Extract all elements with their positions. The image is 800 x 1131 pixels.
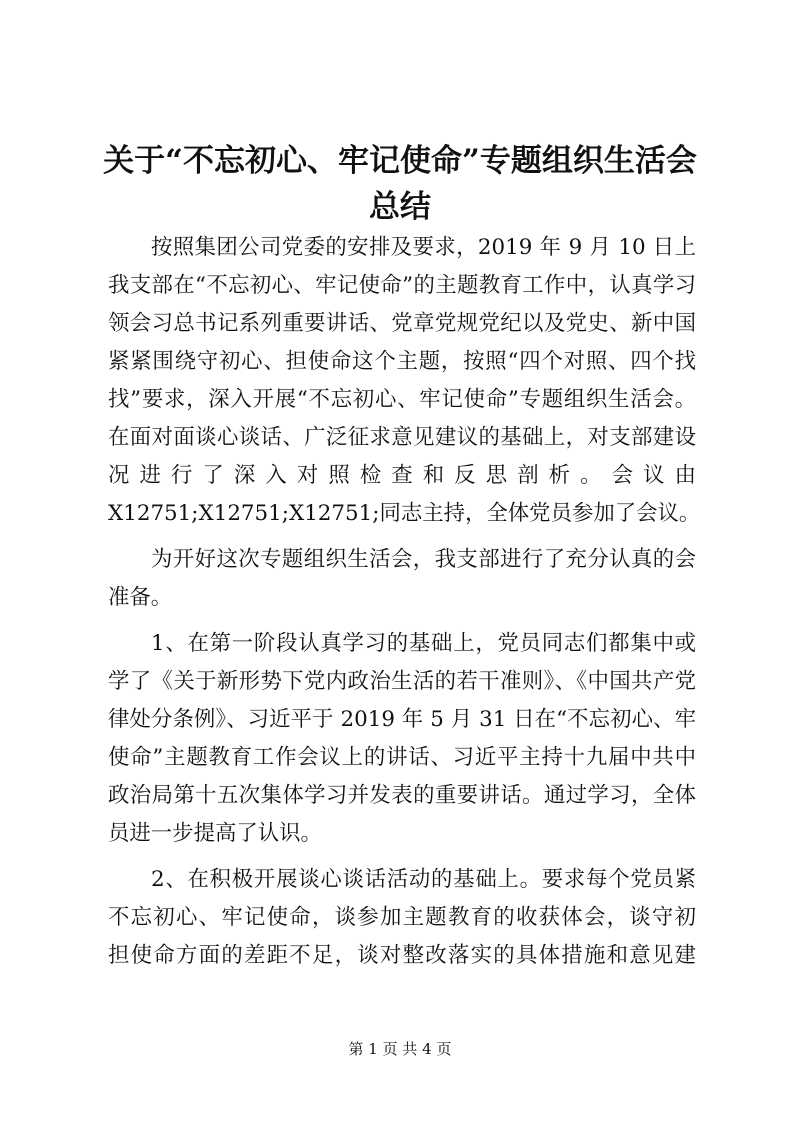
paragraph-1 bbox=[108, 229, 701, 533]
document-title-line-1: 关于“不忘初心、牢记使命”专题组织生活会 bbox=[103, 143, 697, 179]
text-line: 学了《关于新形势下党内政治生活的若干准则》、《中国共产党 bbox=[108, 669, 696, 694]
text-line: 不忘初心、牢记使命，谈参加主题教育的收获体会，谈守初 bbox=[108, 905, 696, 930]
text-line: 政治局第十五次集体学习并发表的重要讲话。通过学习，全体 bbox=[108, 783, 696, 808]
text-line: 紧紧围绕守初心、担使命这个主题，按照“四个对照、四个找 bbox=[108, 349, 696, 374]
text-line: 1、在第一阶段认真学习的基础上，党员同志们都集中或 bbox=[151, 631, 696, 656]
paragraph-3 bbox=[108, 625, 696, 853]
text-line: 领会习总书记系列重要讲话、党章党规党纪以及党史、新中国 bbox=[108, 311, 696, 336]
text-line: 律处分条例》、习近平于 2019 年 5 月 31 日在“不忘初心、牢 bbox=[108, 707, 696, 732]
document-body bbox=[108, 229, 701, 975]
text-line: 使命”主题教育工作会议上的讲话、习近平主持十九届中共中 bbox=[108, 745, 696, 770]
text-line: 2、在积极开展谈心谈话活动的基础上。要求每个党员紧 bbox=[151, 867, 696, 892]
text-line: 准备。 bbox=[108, 585, 173, 610]
document-title-line-2: 总结 bbox=[369, 189, 431, 225]
text-line: 找”要求，深入开展“不忘初心、牢记使命”专题组织生活会。 bbox=[108, 387, 696, 412]
paragraph-4 bbox=[108, 861, 696, 975]
text-line: X12751;X12751;X12751;同志主持，全体党员参加了会议。 bbox=[108, 501, 701, 526]
page-footer: 第 1 页 共 4 页 bbox=[348, 1040, 452, 1058]
text-line: 在面对面谈心谈话、广泛征求意见建议的基础上，对支部建设 bbox=[108, 425, 696, 450]
text-line: 况进行了深入对照检查和反思剖析。会议由 bbox=[108, 463, 696, 488]
text-line: 员进一步提高了认识。 bbox=[108, 821, 322, 846]
text-line: 按照集团公司党委的安排及要求，2019 年 9 月 10 日上 bbox=[151, 235, 696, 260]
text-line: 我支部在“不忘初心、牢记使命”的主题教育工作中，认真学习 bbox=[108, 273, 696, 298]
text-line: 为开好这次专题组织生活会，我支部进行了充分认真的会 bbox=[151, 547, 696, 572]
text-line: 担使命方面的差距不足，谈对整改落实的具体措施和意见建 bbox=[108, 943, 696, 968]
paragraph-2 bbox=[108, 541, 696, 617]
